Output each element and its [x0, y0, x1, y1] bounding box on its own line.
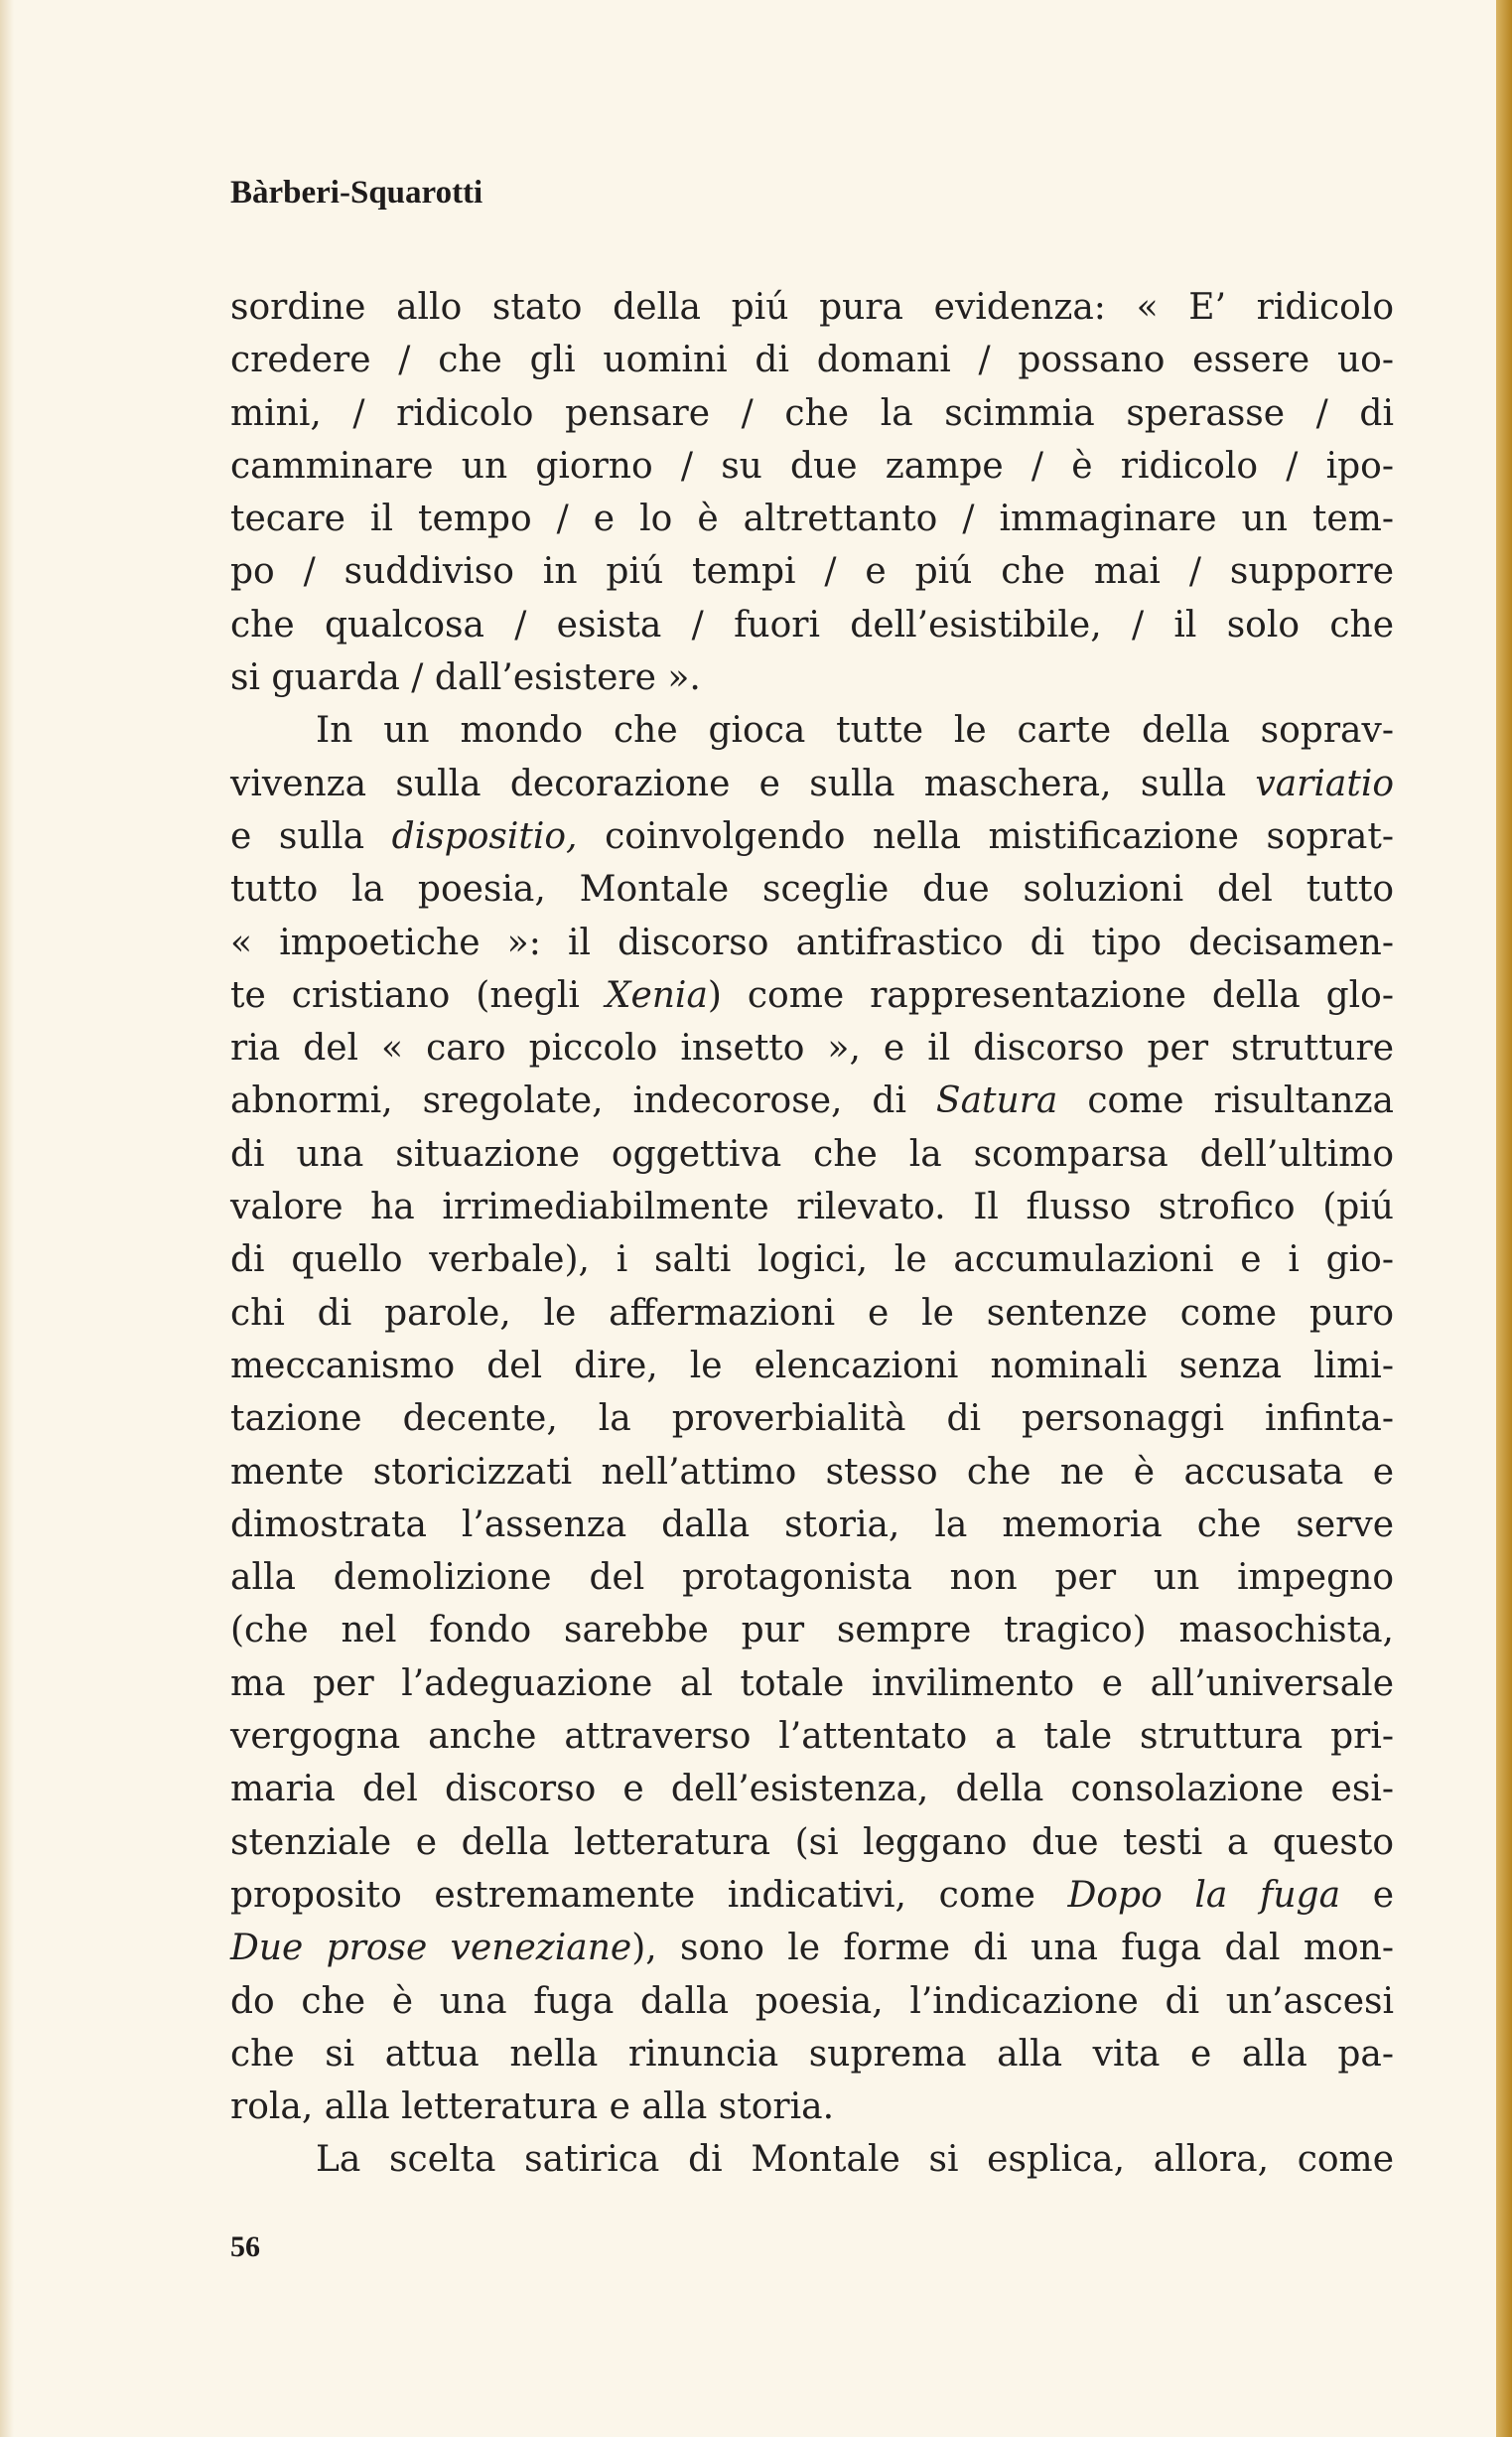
text-line	[230, 969, 1394, 1022]
text-line: sordine allo stato della piú pura evidenza: « E’ ridicolo	[230, 287, 1394, 328]
text-fragment: come risultanza	[1087, 1080, 1394, 1122]
text-fragment: coinvolgendo nella mistificazione soprat-	[605, 815, 1394, 857]
italic-term: variatio	[1255, 763, 1394, 804]
italic-title: Dopo la fuga	[1067, 1874, 1341, 1916]
text-line: dimostrata l’assenza dalla storia, la memoria che serve	[230, 1504, 1394, 1545]
text-fragment: abnormi, sregolate, indecorose, di	[230, 1080, 906, 1122]
italic-term: dispositio,	[391, 815, 578, 857]
text-line: mente storicizzati nell’attimo stesso che ne è accusata e	[230, 1451, 1394, 1493]
text-line: valore ha irrimediabilmente rilevato. Il flusso strofico (piú	[230, 1187, 1394, 1228]
text-fragment: e	[1372, 1874, 1394, 1916]
text-line: meccanismo del dire, le elencazioni nominali senza limi-	[230, 1345, 1394, 1386]
text-line: camminare un giorno / su due zampe / è ridicolo / ipo-	[230, 445, 1394, 487]
text-line: tecare il tempo / e lo è altrettanto / immaginare un tem-	[230, 499, 1394, 540]
paragraph-start-line: In un mondo che gioca tutte le carte della soprav-	[316, 710, 1394, 752]
text-line: vergogna anche attraverso l’attentato a tale struttura pri-	[230, 1716, 1394, 1758]
text-line	[230, 1869, 1394, 1922]
body-text	[230, 281, 1394, 2187]
text-line: che qualcosa / esista / fuori dell’esistibile, / il solo che	[230, 604, 1394, 645]
text-line: si guarda / dall’esistere ».	[230, 657, 701, 699]
text-line	[230, 810, 1394, 863]
text-line: po / suddiviso in piú tempi / e piú che mai / supporre	[230, 551, 1394, 593]
text-line	[230, 1922, 1394, 1974]
text-line: do che è una fuga dalla poesia, l’indicazione di un’ascesi	[230, 1980, 1394, 2022]
text-line: credere / che gli uomini di domani / possano essere uo-	[230, 340, 1394, 381]
italic-title: Xenia	[605, 974, 708, 1016]
paragraph-start-line: La scelta satirica di Montale si esplica, allora, come	[316, 2139, 1394, 2181]
text-line: tazione decente, la proverbialità di personaggi infinta-	[230, 1398, 1394, 1440]
text-fragment: vivenza sulla decorazione e sulla maschera, sulla	[230, 763, 1227, 804]
text-line: ria del « caro piccolo insetto », e il discorso per strutture	[230, 1028, 1394, 1070]
page-number: 56	[230, 2230, 260, 2263]
text-line: di quello verbale), i salti logici, le accumulazioni e i gio-	[230, 1239, 1394, 1281]
running-head: Bàrberi-Squarotti	[230, 175, 483, 211]
text-line: chi di parole, le affermazioni e le sentenze come puro	[230, 1292, 1394, 1334]
text-line: maria del discorso e dell’esistenza, della consolazione esi-	[230, 1769, 1394, 1810]
text-fragment: ), sono le forme di una fuga dal mon-	[631, 1928, 1395, 1969]
text-fragment: e sulla	[230, 815, 365, 857]
text-fragment: te cristiano (negli	[230, 974, 580, 1016]
text-line	[230, 758, 1394, 810]
text-line: tutto la poesia, Montale sceglie due soluzioni del tutto	[230, 869, 1394, 911]
text-line: alla demolizione del protagonista non per un impegno	[230, 1557, 1394, 1599]
text-line: stenziale e della letteratura (si leggano due testi a questo	[230, 1821, 1394, 1863]
text-line: ma per l’adeguazione al totale invilimento e all’universale	[230, 1662, 1394, 1704]
text-fragment: proposito estremamente indicativi, come	[230, 1874, 1035, 1916]
text-line: che si attua nella rinuncia suprema alla vita e alla pa-	[230, 2033, 1394, 2075]
text-line: « impoetiche »: il discorso antifrastico di tipo decisamen-	[230, 922, 1394, 963]
text-line: (che nel fondo sarebbe pur sempre tragico) masochista,	[230, 1610, 1394, 1651]
text-line: rola, alla letteratura e alla storia.	[230, 2086, 835, 2128]
italic-title: Satura	[935, 1080, 1058, 1122]
text-fragment: ) come rappresentazione della glo-	[707, 974, 1394, 1016]
text-line	[230, 1075, 1394, 1127]
text-line: di una situazione oggettiva che la scomparsa dell’ultimo	[230, 1133, 1394, 1175]
text-line: mini, / ridicolo pensare / che la scimmia sperasse / di	[230, 392, 1394, 434]
italic-title: Due prose veneziane	[230, 1928, 632, 1969]
